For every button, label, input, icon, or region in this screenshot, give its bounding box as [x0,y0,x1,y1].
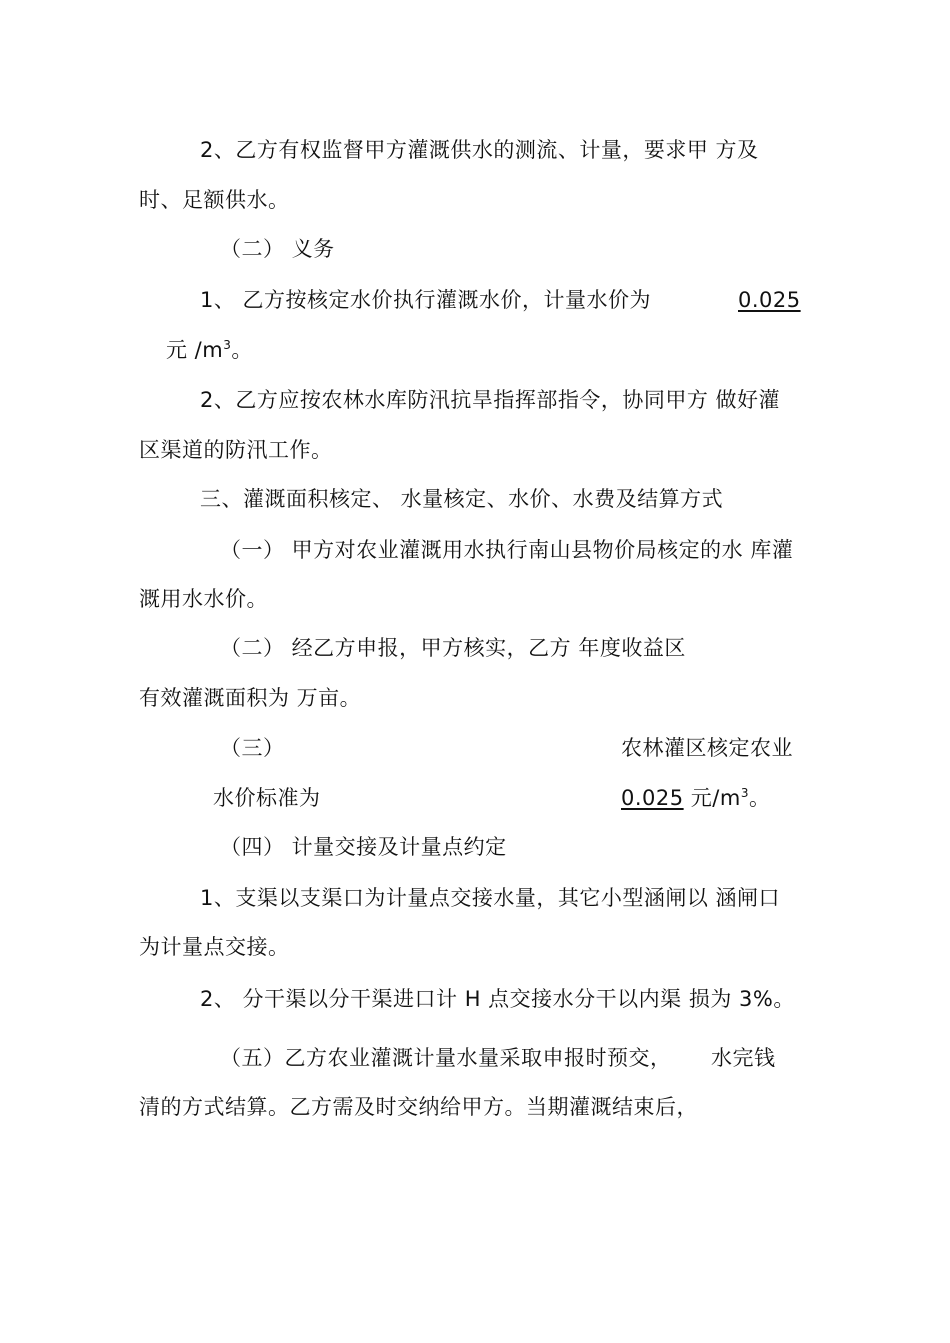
unit-superscript: 3 [223,338,232,352]
subheading-duties: （二） 义务 [220,237,335,261]
paragraph-line: 水完钱 [711,1046,776,1070]
paragraph-line: （三） [220,736,285,760]
paragraph-line: 1、 乙方按核定水价执行灌溉水价，计量水价为 [200,288,652,312]
subheading-4: （四） 计量交接及计量点约定 [220,835,507,859]
paragraph-line: 水价标准为 [213,786,321,810]
unit-superscript: 3 [740,786,749,800]
unit-text: 元/m [683,786,741,810]
paragraph-line: 2、乙方有权监督甲方灌溉供水的测流、计量，要求甲 方及 [200,138,759,162]
paragraph-line: 时、足额供水。 [139,188,290,212]
paragraph-line: 2、 分干渠以分干渠进口计 H 点交接水分干以内渠 损为 3%。 [200,987,795,1011]
unit-text: 元 /m [166,338,224,362]
period-text: 。 [748,786,771,810]
paragraph-line [621,784,770,812]
paragraph-line: 有效灌溉面积为 万亩。 [139,686,362,710]
paragraph-line: （一） 甲方对农业灌溉用水执行南山县物价局核定的水 库灌 [220,538,794,562]
paragraph-line: 1、支渠以支渠口为计量点交接水量，其它小型涵闸以 涵闸口 [200,886,781,910]
paragraph-line: 为计量点交接。 [139,935,290,959]
paragraph-line: 区渠道的防汛工作。 [139,438,333,462]
paragraph-line [166,336,253,364]
paragraph-line: （五）乙方农业灌溉计量水量采取申报时预交， [220,1046,672,1070]
paragraph-line: 清的方式结算。乙方需及时交纳给甲方。当期灌溉结束后， [139,1095,698,1119]
water-price-value: 0.025 [738,288,801,312]
water-price-standard-value: 0.025 [621,786,684,810]
section-heading-3: 三、灌溉面积核定、 水量核定、水价、水费及结算方式 [200,487,724,511]
paragraph-line: 农林灌区核定农业 [621,736,793,760]
paragraph-line: 2、乙方应按农林水库防汛抗旱指挥部指令，协同甲方 做好灌 [200,388,781,412]
paragraph-line: （二） 经乙方申报，甲方核实，乙方 年度收益区 [220,636,686,660]
period-text: 。 [231,338,253,362]
paragraph-line: 溉用水水价。 [139,587,268,611]
